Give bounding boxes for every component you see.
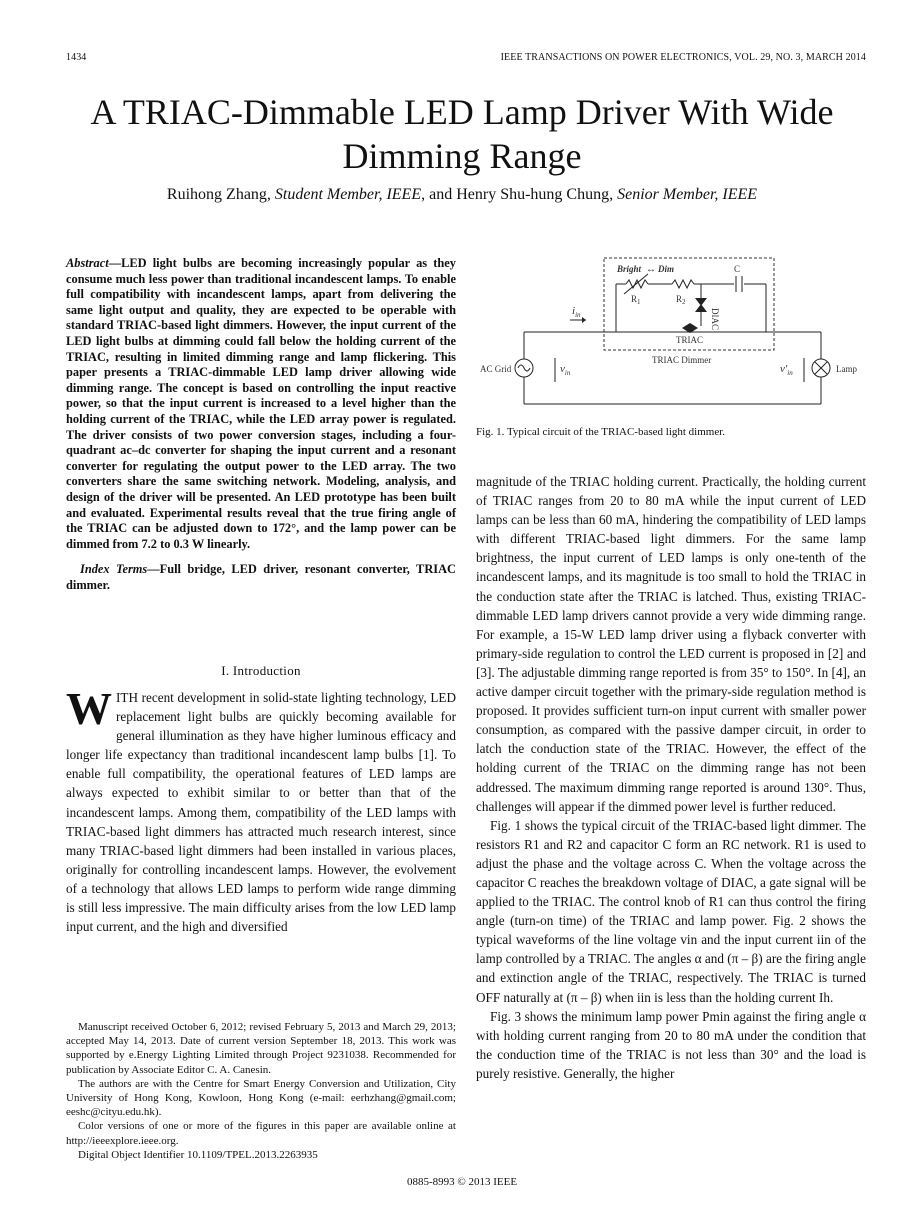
label-vin2-text: v′ bbox=[780, 363, 788, 375]
footnote-doi: Digital Object Identifier 10.1109/TPEL.2013.2263935 bbox=[78, 1148, 318, 1161]
label-dim: Dim bbox=[658, 264, 675, 274]
figure-1 bbox=[476, 252, 866, 412]
label-r2 bbox=[676, 294, 686, 306]
right-column bbox=[476, 472, 866, 1083]
figure-1-caption: Fig. 1. Typical circuit of the TRIAC-based light dimmer. bbox=[476, 426, 726, 438]
label-dimmer: TRIAC Dimmer bbox=[652, 355, 712, 365]
running-header: IEEE TRANSACTIONS ON POWER ELECTRONICS, VOL. 29, NO. 3, MARCH 2014 bbox=[500, 52, 866, 63]
label-iin bbox=[572, 305, 581, 319]
abstract bbox=[66, 256, 456, 552]
section-heading: I. Introduction bbox=[221, 663, 301, 678]
label-lamp: Lamp bbox=[836, 364, 857, 374]
author-1: Ruihong Zhang bbox=[166, 186, 267, 203]
index-terms bbox=[66, 562, 456, 593]
label-c: C bbox=[734, 264, 741, 274]
author-1-role: , Student Member, IEEE bbox=[266, 186, 422, 203]
label-iin-text: i bbox=[572, 305, 576, 317]
label-r2-sub: 2 bbox=[682, 298, 686, 306]
author-2: , and Henry Shu-hung Chung bbox=[421, 186, 610, 203]
label-vin bbox=[560, 363, 571, 377]
author-line bbox=[40, 186, 884, 204]
page-title: A TRIAC-Dimmable LED Lamp Driver With Wide Dimming Range bbox=[90, 92, 834, 176]
intro-paragraph bbox=[66, 683, 456, 936]
page-number: 1434 bbox=[66, 52, 87, 63]
label-r2-text: R bbox=[676, 294, 683, 304]
label-r1-sub: 1 bbox=[637, 298, 641, 306]
footnote-authors: The authors are with the Centre for Smart Energy Conversion and Utilization, City University of Hong Kong, Kowloon, Hong Kong (e-mail: eerhzhang@gmail.com; eeshc@cityu.edu.hk). bbox=[66, 1077, 456, 1119]
arrow-both-icon: ↔ bbox=[646, 264, 656, 275]
footnote-color: Color versions of one or more of the figures in this paper are available online at http://ieeexplore.ieee.org. bbox=[66, 1120, 456, 1147]
label-vin-prime bbox=[780, 363, 793, 377]
footnotes bbox=[66, 1020, 456, 1162]
label-iin-sub: in bbox=[575, 311, 581, 319]
label-r1 bbox=[631, 294, 641, 306]
current-arrowhead bbox=[582, 317, 586, 323]
label-r1-text: R bbox=[631, 294, 638, 304]
author-2-role: , Senior Member, IEEE bbox=[609, 186, 758, 203]
paragraph-2: Fig. 1 shows the typical circuit of the TRIAC-based light dimmer. The resistors R1 and R2 and capacitor C form an RC network. R1 is used to adjust the phase and the voltage across C. When the voltage across the capacitor C reaches the breakdown voltage of DIAC, a gate signal will be applied to the TRIAC. The control knob of R1 can thus control the firing angle (turn-on time) of the TRIAC and lamp power. Fig. 2 shows the typical waveforms of the line voltage vin and the input current iin of the lamp controlled by a TRIAC. The angles α and (π – β) are the firing angle and extinction angle of the TRIAC, respectively. The TRIAC is turned OFF naturally at (π – β) when iin is less than the holding current Ih. bbox=[476, 817, 866, 1005]
triac-dimmer-circuit bbox=[476, 252, 866, 412]
label-diac: DIAC bbox=[710, 308, 720, 330]
label-vin-sub: in bbox=[564, 369, 571, 377]
label-ac-grid: AC Grid bbox=[480, 364, 512, 374]
intro-text: ITH recent development in solid-state lighting technology, LED replacement light bulbs are quickly becoming available for general illumination as they have higher luminous efficacy and longer life expectancy than traditional incandescent lamp bulbs [1]. To enable full compatibility, the operational features of LED lamps are always expected to exhibit similar to or better than that of the incandescent lamps. Among them, compatibility of the LED lamps with TRIAC-based light dimmers has attracted much research interest, since many TRIAC-based light dimmers had been installed in various places, originally for controlling incandescent lamps. However, the evolvement of a technology that allows LED lamps to perform wide range dimming is still less impressive. The main difficulty arises from the low LED lamp input current, and the high and diversified bbox=[66, 690, 456, 935]
left-column bbox=[66, 256, 456, 593]
paragraph-1: magnitude of the TRIAC holding current. Practically, the holding current of TRIAC ranges from 20 to 80 mA while the input current of LED lamps can be less than 60 mA, hindering the compatibility of LED lamps with different TRIAC-based light dimmers. For the same lamp brightness, the input current of LED lamps is only one-tenth of the incandescent lamps, and its magnitude is too small to hold the TRIAC in the conduction state after the TRIAC is latched. Thus, existing TRIAC-dimmable LED lamp drivers cannot provide a very wide dimming range. For example, a 15-W LED lamp driver using a flyback converter with primary-side regulation to control the LED current is proposed in [2] and [3]. The adjustable dimming range reported is from 35° to 150°. In [4], an active damper circuit together with the primary-side regulation method is proposed. It provides sufficient turn-on input current with smaller power consumption, as compared with the passive damper circuit, in order to latch the conduction state of the TRIAC. However, the effect of the holding current of the TRIAC on the dimming range has not been addressed. The maximum dimming range reported is around 130°. Thus, challenges will appear if the dimmed power level is further reduced. bbox=[476, 474, 866, 814]
index-terms-label: Index Terms bbox=[80, 562, 148, 577]
paragraph-3: Fig. 3 shows the minimum lamp power Pmin against the firing angle α with holding current ranging from 20 to 80 mA under the condition that the conduction time of the TRIAC is not less than 30° and the load is purely resistive. Generally, the higher bbox=[476, 1008, 866, 1081]
label-vin-text: v bbox=[560, 363, 565, 375]
drop-cap: W bbox=[66, 683, 112, 734]
label-bright: Bright bbox=[617, 264, 642, 274]
footnote-manuscript: Manuscript received October 6, 2012; revised February 5, 2013 and March 29, 2013; accepted May 14, 2013. Date of current version September 18, 2013. This work was supported by e.Energy Lighting Limited through Project 9231038. Recommended for publication by Associate Editor C. A. Canesin. bbox=[66, 1021, 456, 1076]
label-triac: TRIAC bbox=[676, 335, 703, 345]
abstract-label: Abstract bbox=[66, 256, 109, 270]
index-terms-text: —Full bridge, LED driver, resonant converter, TRIAC dimmer. bbox=[66, 562, 456, 592]
label-vin2-sub: in bbox=[787, 369, 793, 377]
abstract-text: —LED light bulbs are becoming increasingly popular as they consume much less power than traditional incandescent lamps. To enable full compatibility with incandescent lamps, apart from delivering the same light output and quality, they are expected to be operable with standard TRIAC-based light dimmers. However, the input current of the LED light bulbs at dimming could fall below the holding current of the TRIAC, resulting in limited dimming range and lamp flickering. This paper presents a TRIAC-dimmable LED lamp driver allowing wide dimming range. The concept is based on controlling the input reactive power, so that the input current is increased to a level higher than the holding current of the TRIAC, while the LED array power is regulated. The driver consists of two power conversion stages, including a four-quadrant ac–dc converter for shaping the input current and a resonant converter for regulating the output power to the LED array. The two converters share the same switching network. Modeling, analysis, and design of the driver will be presented. An LED prototype has been built and evaluated. Experimental results reveal that the true firing angle of the TRIAC can be adjusted down to 172°, and the lamp power can be dimmed from 7.2 to 0.3 W linearly. bbox=[66, 256, 456, 551]
copyright-footer: 0885-8993 © 2013 IEEE bbox=[406, 1176, 518, 1188]
